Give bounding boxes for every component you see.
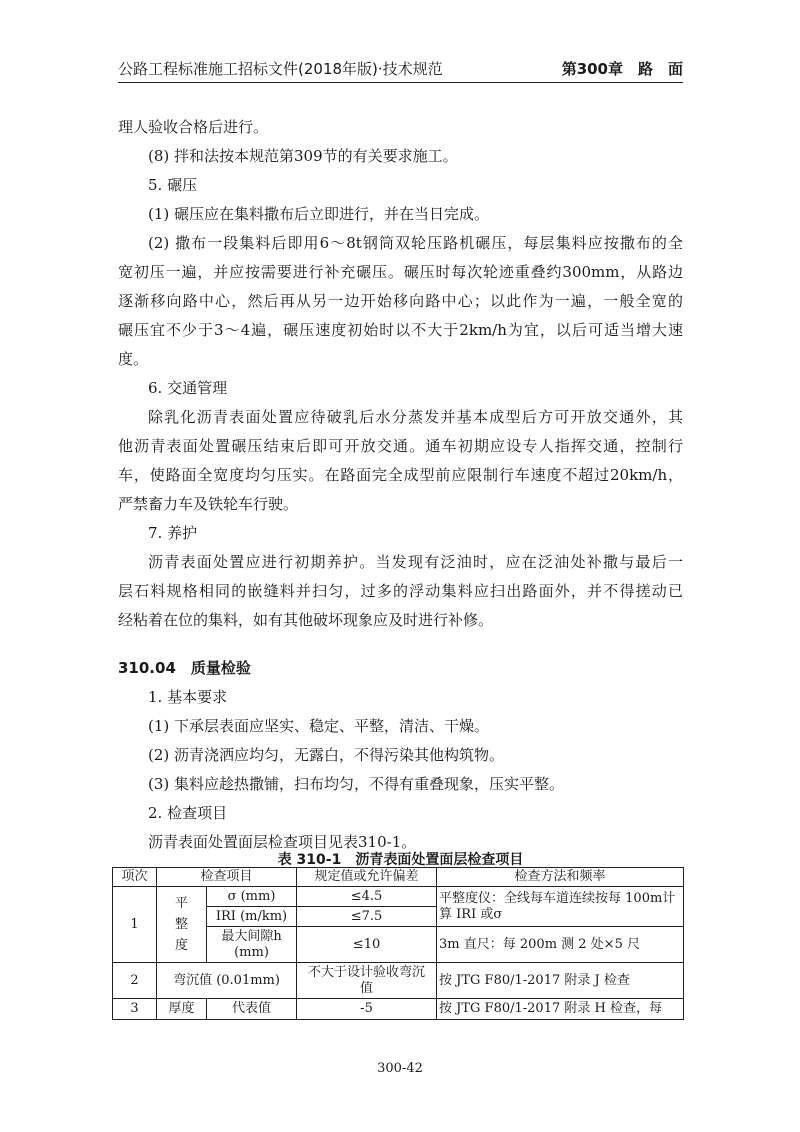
chapter-title: 第300章 路 面 [561,60,683,78]
paragraph-line: 严禁畜力车及铁轮车行驶。 [118,495,299,513]
section-title: 310.04 质量检验 [118,659,251,677]
paragraph-line: (1) 碾压应在集料撒布后立即进行，并在当日完成。 [148,205,490,223]
row-index: 3 [113,999,157,1020]
table-row [113,963,684,999]
method-cell: 3m 直尺：每 200m 测 2 处×5 尺 [437,927,684,963]
paragraph-line: 沥青表面处置应进行初期养护。当发现有泛油时，应在泛油处补撒与最后一 [148,553,683,571]
sub-item: σ (mm) [207,887,297,907]
paragraph-line: (8) 拌和法按本规范第309节的有关要求施工。 [148,147,458,165]
method-cell: 平整度仪：全线每车道连续按每 100m计算 IRI 或σ [437,887,684,927]
body-text [118,113,683,857]
row-item: 代表值 [207,999,297,1020]
paragraph-line: 理人验收合格后进行。 [118,118,269,136]
header-method: 检查方法和频率 [437,868,684,887]
sub-item: 最大间隙h (mm) [207,927,297,963]
row-item: 弯沉值 (0.01mm) [157,963,297,999]
paragraph-line: 层石料规格相同的嵌缝料并扫匀，过多的浮动集料应扫出路面外，并不得搓动已 [118,582,683,600]
document-title: 公路工程标准施工招标文件(2018年版)·技术规范 [118,60,443,78]
table-row [113,887,684,907]
page-header [118,52,683,83]
row-group: 厚度 [157,999,207,1020]
method-cell: 按 JTG F80/1-2017 附录 J 检查 [437,963,684,999]
tolerance-value: -5 [297,999,437,1020]
subheading: 6. 交通管理 [148,379,228,397]
paragraph-line: 度。 [118,350,149,368]
paragraph-line: 车，使路面全宽度均匀压实。在路面完全成型前应限制行车速度不超过20km/h， [118,466,683,484]
method-cell: 按 JTG F80/1-2017 附录 H 检查，每 [437,999,684,1020]
table-row [113,999,684,1020]
inspection-table [112,867,684,1020]
paragraph-line: 经粘着在位的集料，如有其他破坏现象应及时进行补修。 [118,611,494,629]
paragraph-line: (2) 撒布一段集料后即用6～8t钢筒双轮压路机碾压，每层集料应按撒布的全 [148,234,683,252]
paragraph-line: (3) 集料应趁热撒铺，扫布均匀，不得有重叠现象，压实平整。 [148,775,565,793]
tolerance-value: 不大于设计验收弯沉值 [297,963,437,999]
subheading: 7. 养护 [148,524,198,542]
table-caption: 表 310-1 沥青表面处置面层检查项目 [277,852,524,868]
paragraph-line: (1) 下承层表面应坚实、稳定、平整，清洁、干燥。 [148,717,490,735]
tolerance-value: ≤10 [297,927,437,963]
paragraph-line: 宽初压一遍，并应按需要进行补充碾压。碾压时每次轮迹重叠约300mm，从路边 [118,263,683,281]
paragraph-line: 除乳化沥青表面处置应待破乳后水分蒸发并基本成型后方可开放交通外，其 [148,408,683,426]
paragraph-line: 碾压宜不少于3～4遍，碾压速度初始时以不大于2km/h为宜，以后可适当增大速 [118,321,683,339]
paragraph-line: (2) 沥青浇洒应均匀，无露白，不得污染其他构筑物。 [148,746,505,764]
row-index: 1 [113,887,157,963]
page-number: 300-42 [377,1061,423,1076]
header-item: 检查项目 [157,868,297,887]
paragraph-line: 逐渐移向路中心，然后再从另一边开始移向路中心；以此作为一遍，一般全宽的 [118,292,683,310]
header-index: 项次 [113,868,157,887]
tolerance-value: ≤4.5 [297,887,437,907]
tolerance-value: ≤7.5 [297,907,437,927]
sub-item: IRI (m/km) [207,907,297,927]
paragraph-line: 他沥青表面处置碾压结束后即可开放交通。通车初期应设专人指挥交通，控制行 [118,437,683,455]
subheading: 2. 检查项目 [148,804,228,822]
paragraph-line: 沥青表面处置面层检查项目见表310-1。 [148,833,417,851]
table-header-row [113,868,684,887]
header-tolerance: 规定值或允许偏差 [297,868,437,887]
row-group: 平整度 [157,887,207,963]
subheading: 1. 基本要求 [148,688,228,706]
subheading: 5. 碾压 [148,176,198,194]
row-index: 2 [113,963,157,999]
